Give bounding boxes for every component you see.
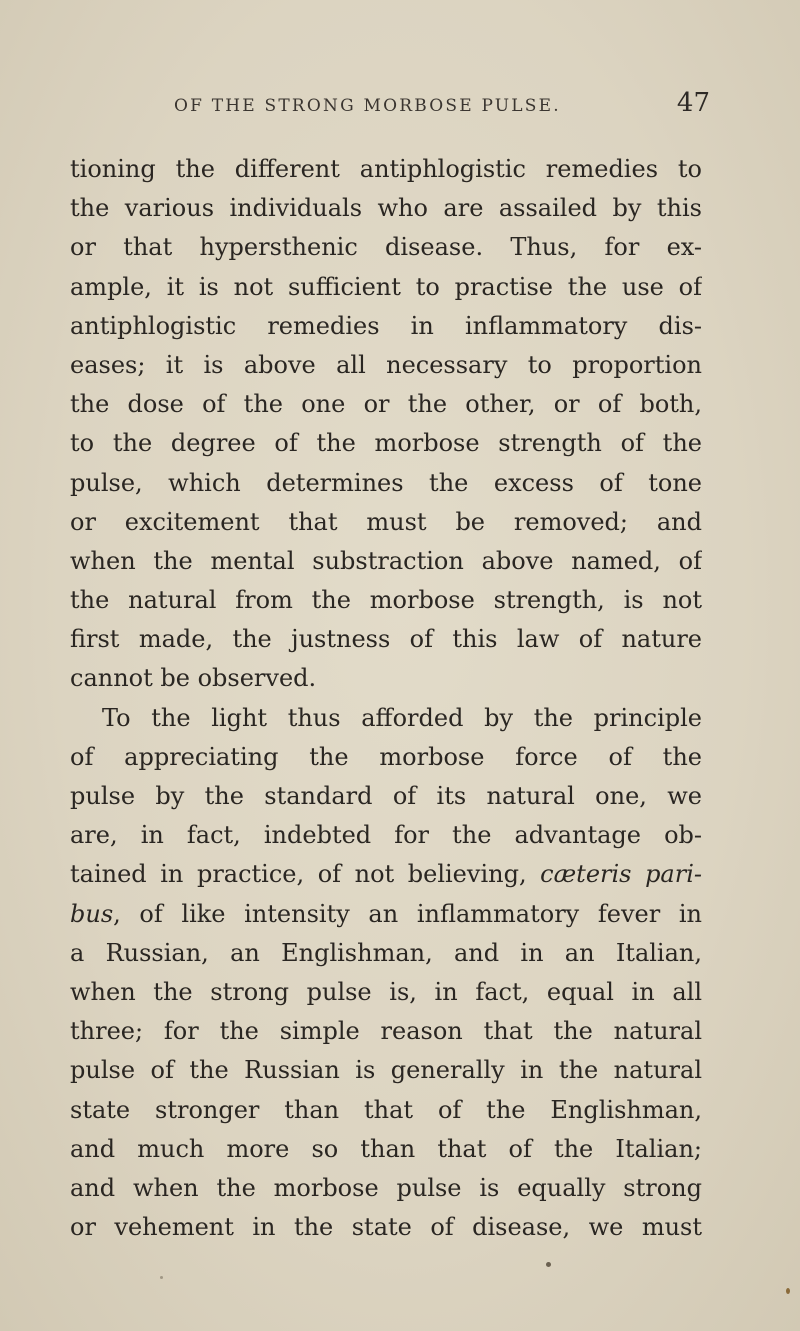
text-line: bus, of like intensity an inflammatory fever in (70, 899, 702, 928)
text-line: are, in fact, indebted for the advantage ob- (70, 821, 702, 850)
text-line: or excitement that must be removed; and (70, 507, 702, 536)
text-line: tioning the different antiphlogistic remedies to (70, 155, 702, 183)
running-title: OF THE STRONG MORBOSE PULSE. (174, 96, 561, 116)
text-line: To the light thus afforded by the principle (102, 703, 702, 732)
text-line: and much more so than that of the Italian; (70, 1134, 702, 1163)
text-line: pulse, which determines the excess of tone (70, 468, 702, 497)
text-line: or vehement in the state of disease, we must (70, 1213, 702, 1242)
text-line: pulse of the Russian is generally in the natural (70, 1056, 702, 1085)
text-line: of appreciating the morbose force of the (70, 742, 702, 771)
text-line: state stronger than that of the Englishman, (70, 1095, 702, 1124)
page-header (70, 88, 710, 126)
text-line: pulse by the standard of its natural one, we (70, 782, 702, 810)
text-line-with-italic (70, 855, 702, 894)
italic-phrase-continuation: bus (70, 899, 114, 928)
italic-phrase: cæteris pari- (540, 860, 702, 889)
text-line: cannot be observed. (70, 664, 317, 693)
body-text (70, 150, 702, 1247)
text-line: first made, the justness of this law of nature (70, 625, 702, 654)
text-line: and when the morbose pulse is equally strong (70, 1173, 702, 1202)
text-line: when the strong pulse is, in fact, equal in all (70, 977, 702, 1006)
text-fragment: tained in practice, of not believing, (70, 860, 527, 889)
paper-speck (160, 1276, 163, 1279)
text-line: or that hypersthenic disease. Thus, for ex- (70, 233, 702, 262)
text-line: eases; it is above all necessary to proportion (70, 350, 702, 379)
text-line: the dose of the one or the other, or of both, (70, 390, 702, 419)
text-line: the various individuals who are assailed by this (70, 194, 702, 223)
text-line: antiphlogistic remedies in inflammatory dis- (70, 311, 702, 340)
text-line: when the mental substraction above named, of (70, 546, 702, 575)
text-line: three; for the simple reason that the natural (70, 1017, 702, 1046)
page-number: 47 (676, 88, 710, 118)
text-line: ample, it is not sufficient to practise the use of (70, 272, 702, 301)
paper-speck (546, 1262, 551, 1267)
text-line: a Russian, an Englishman, and in an Italian, (70, 938, 702, 967)
text-line: to the degree of the morbose strength of the (70, 429, 702, 458)
paper-speck (786, 1288, 790, 1294)
text-line: the natural from the morbose strength, is not (70, 586, 702, 615)
